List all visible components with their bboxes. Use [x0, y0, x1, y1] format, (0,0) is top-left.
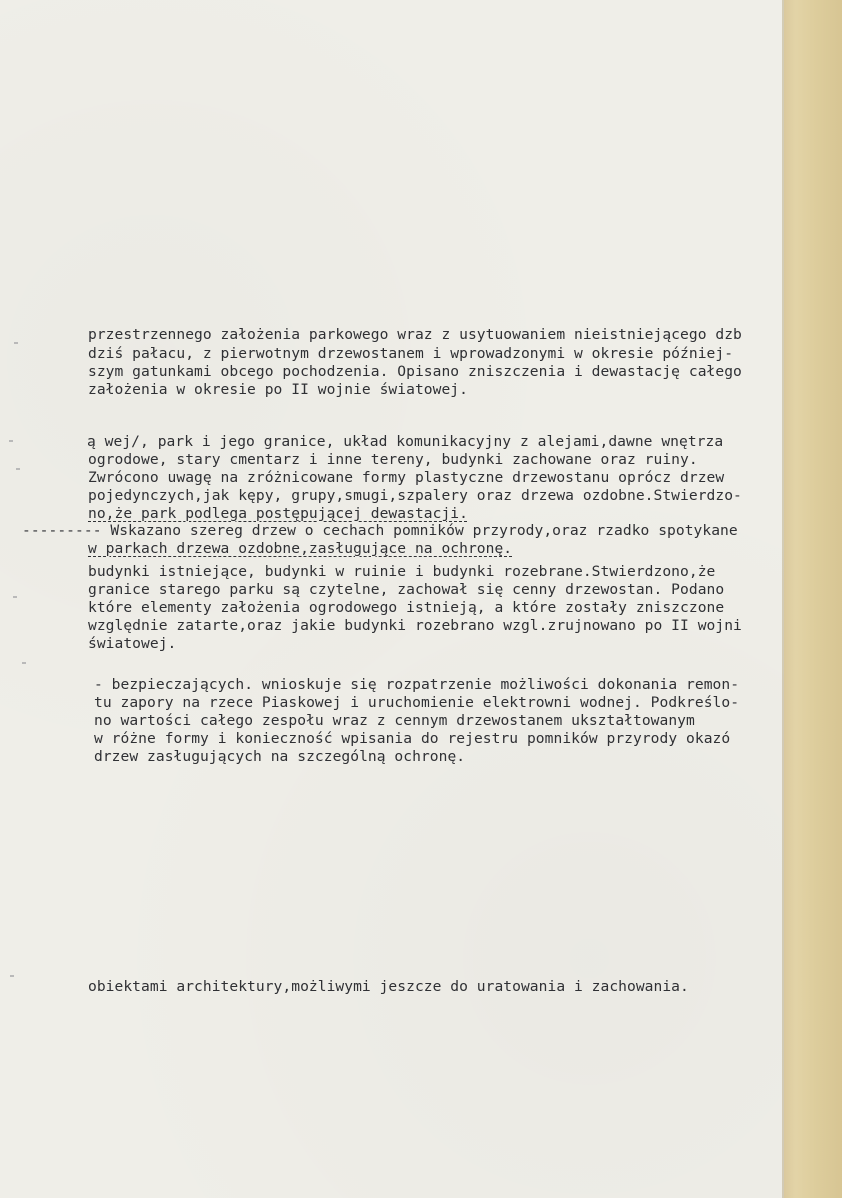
- text-line: w parkach drzewa ozdobne,zasługujące na ochronę.: [88, 540, 513, 557]
- text-line: tu zapory na rzece Piaskowej i uruchomienie elektrowni wodnej. Podkreślo-: [94, 694, 740, 711]
- margin-mark: [9, 440, 13, 442]
- text-line: dziś pałacu, z pierwotnym drzewostanem i wprowadzonymi w okresie później-: [88, 345, 734, 362]
- text-line: granice starego parku są czytelne, zachował się cenny drzewostan. Podano: [88, 581, 725, 598]
- margin-mark: [13, 596, 17, 598]
- text-line: które elementy założenia ogrodowego istnieją, a które zostały zniszczone: [88, 599, 725, 616]
- margin-mark: [14, 342, 18, 344]
- text-line: szym gatunkami obcego pochodzenia. Opisano zniszczenia i dewastację całego: [88, 363, 742, 380]
- text-line: ą wej/, park i jego granice, układ komunikacyjny z alejami,dawne wnętrza: [87, 433, 724, 450]
- margin-mark: [10, 975, 14, 977]
- text-line: przestrzennego założenia parkowego wraz z usytuowaniem nieistniejącego dzb: [88, 326, 742, 343]
- text-line: no wartości całego zespołu wraz z cennym drzewostanem ukształtowanym: [94, 712, 695, 729]
- text-line: Zwrócono uwagę na zróżnicowane formy plastyczne drzewostanu oprócz drzew: [88, 469, 725, 486]
- text-line: pojedynczych,jak kępy, grupy,smugi,szpalery oraz drzewa ozdobne.Stwierdzo-: [88, 487, 742, 504]
- text-line: ogrodowe, stary cmentarz i inne tereny, budynki zachowane oraz ruiny.: [88, 451, 698, 468]
- text-line: drzew zasługujących na szczególną ochronę.: [94, 748, 466, 765]
- text-line: obiektami architektury,możliwymi jeszcze do uratowania i zachowania.: [88, 978, 689, 995]
- text-line: - bezpieczających. wnioskuje się rozpatrzenie możliwości dokonania remon-: [94, 676, 740, 693]
- tape-edge: [782, 0, 784, 1198]
- margin-mark: [22, 662, 26, 664]
- margin-mark: [16, 468, 20, 470]
- text-line: względnie zatarte,oraz jakie budynki rozebrano wzgl.zrujnowano po II wojni: [88, 617, 742, 634]
- text-line: --------- Wskazano szereg drzew o cechach pomników przyrody,oraz rzadko spotykane: [22, 522, 738, 539]
- text-line: budynki istniejące, budynki w ruinie i budynki rozebrane.Stwierdzono,że: [88, 563, 716, 580]
- text-line: założenia w okresie po II wojnie światowej.: [88, 381, 468, 398]
- adhesive-tape-strip: [784, 0, 842, 1198]
- text-line: no,że park podlega postępującej dewastacji.: [88, 505, 468, 522]
- text-line: światowej.: [88, 635, 177, 652]
- text-line: w różne formy i konieczność wpisania do rejestru pomników przyrody okazó: [94, 730, 731, 747]
